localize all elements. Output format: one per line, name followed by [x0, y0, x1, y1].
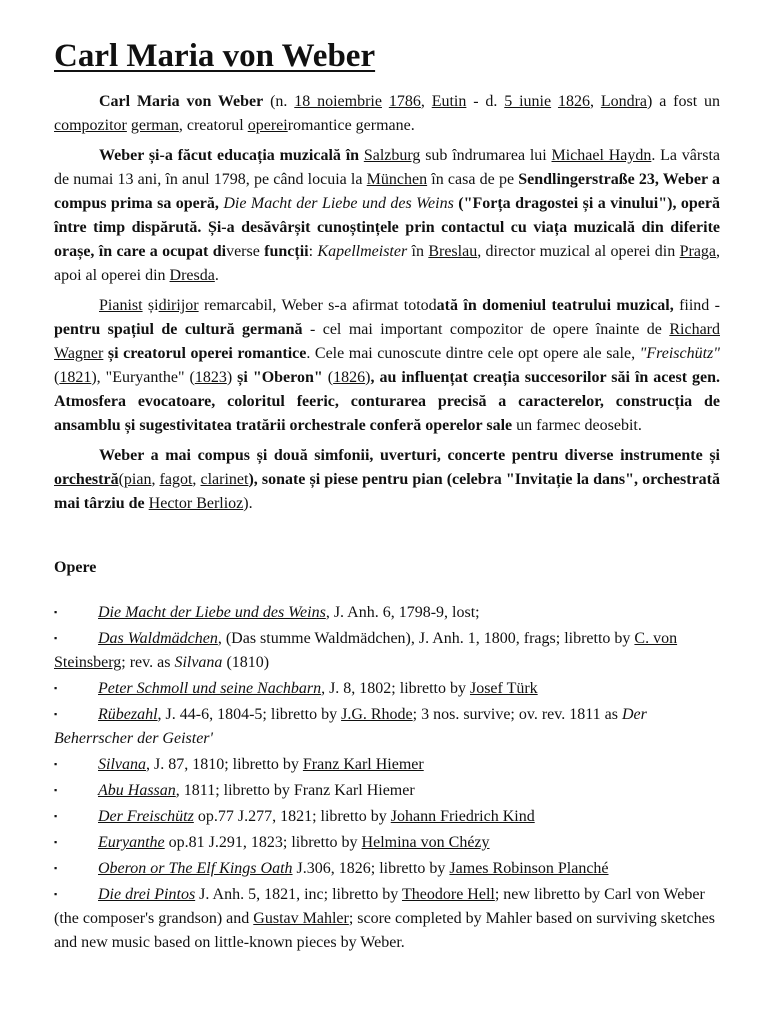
librettist-link[interactable]: James Robinson Planché	[449, 860, 609, 877]
list-item	[54, 626, 720, 675]
work-title-link[interactable]: Oberon or The Elf Kings Oath	[98, 860, 293, 877]
list-item	[54, 882, 720, 955]
librettist-link[interactable]: Franz Karl Hiemer	[302, 756, 424, 773]
text: și	[142, 297, 159, 314]
link-1823[interactable]: 1823	[194, 369, 227, 386]
bullet-icon: ▪	[54, 607, 58, 617]
text: fiind -	[673, 297, 721, 314]
text: ; new libretto by Carl von Weber (the composer's grandson) and	[54, 886, 705, 927]
text: )	[226, 369, 238, 386]
text: J.306, 1826; libretto by	[292, 860, 450, 877]
link-pianist[interactable]: Pianist	[99, 297, 143, 314]
bold-text: și creatorul operei romantice	[103, 345, 307, 362]
text: remarcabil, Weber s-a afirmat totod	[198, 297, 437, 314]
text: ), "Euryanthe" (	[91, 369, 195, 386]
text: ; score completed by Mahler based on surviving sketches and new music based on little-known pieces by Weber.	[54, 910, 715, 951]
work-title-link[interactable]: Die drei Pintos	[98, 886, 196, 903]
text: (n.	[263, 93, 295, 110]
link-clarinet[interactable]: clarinet	[200, 471, 249, 488]
librettist-link[interactable]: Theodore Hell	[401, 886, 495, 903]
librettist-link[interactable]: Gustav Mahler	[253, 910, 349, 927]
bold-text: Sendlingerstraße 23, Weber a compus prima sa operă,	[54, 171, 721, 212]
text: . La vârsta de numai 13 ani, în anul 1798, pe când locuia la	[54, 147, 720, 188]
text: , J. Anh. 6, 1798-9, lost;	[325, 604, 480, 621]
link-death-day[interactable]: 5 iunie	[504, 93, 552, 110]
link-1826[interactable]: 1826	[333, 369, 366, 386]
bold-text: ), sonate și piese pentru pian (celebra "Invitație la dans", orchestrată mai târziu de	[54, 471, 721, 512]
work-title-link[interactable]: Abu Hassan	[98, 782, 176, 799]
text: , J. 87, 1810; libretto by	[146, 756, 303, 773]
bullet-icon: ▪	[54, 785, 58, 795]
text: în casa de pe	[427, 171, 519, 188]
work-title-link[interactable]: Peter Schmoll und seine Nachbarn	[98, 680, 322, 697]
link-londra[interactable]: Londra	[600, 93, 648, 110]
link-german[interactable]: german	[130, 117, 179, 134]
bold-text: Weber și-a făcut educația muzicală în	[99, 147, 364, 164]
text: ,	[151, 471, 160, 488]
bold-text: pentru spațiul de cultură germană	[54, 321, 303, 338]
italic-text: Der Beherrscher der Geister'	[54, 706, 647, 747]
work-title-link[interactable]: Euryanthe	[98, 834, 165, 851]
link-praga[interactable]: Praga	[679, 243, 717, 260]
text: un farmec deosebit.	[512, 417, 642, 434]
text: romantice germane.	[287, 117, 415, 134]
link-richard-wagner[interactable]: Richard Wagner	[54, 321, 720, 362]
text: (	[118, 471, 124, 488]
page-title: Carl Maria von Weber	[54, 38, 376, 74]
librettist-link[interactable]: C. von Steinsberg	[54, 630, 678, 671]
bold-text: Weber a mai compus și două simfonii, uverturi, concerte pentru diverse instrumente și	[99, 447, 720, 464]
work-title-link[interactable]: Silvana	[98, 756, 146, 773]
work-title-link[interactable]: Rübezahl	[98, 706, 158, 723]
text: , J. 44-6, 1804-5; libretto by	[157, 706, 342, 723]
career-paragraph	[54, 294, 720, 438]
text: - d.	[466, 93, 505, 110]
bullet-icon: ▪	[54, 837, 58, 847]
link-orchestra[interactable]: orchestră	[54, 471, 119, 488]
text: , creatorul	[178, 117, 248, 134]
list-item	[54, 752, 720, 777]
text: (	[54, 369, 60, 386]
list-item	[54, 804, 720, 829]
link-death-year[interactable]: 1826	[557, 93, 590, 110]
intro-paragraph: Carl Maria von Weber (n. 18 noiembrie 1786, Eutin - d. 5 iunie 1826, Londra) a fost un compozitor german, creatorul opereiromantice germane.	[54, 93, 721, 134]
work-title-link[interactable]: Der Freischütz	[98, 808, 194, 825]
bullet-icon: ▪	[54, 889, 58, 899]
list-item	[54, 676, 720, 701]
link-munchen[interactable]: München	[366, 171, 428, 188]
text: .	[214, 267, 219, 284]
link-eutin[interactable]: Eutin	[431, 93, 467, 110]
text: . Cele mai cunoscute dintre cele opt opere ale sale,	[306, 345, 640, 362]
bold-text: ată în domeniul teatrului muzical,	[436, 297, 674, 314]
text: verse	[226, 243, 265, 260]
bullet-icon: ▪	[54, 811, 58, 821]
text: în	[407, 243, 429, 260]
link-operei[interactable]: operei	[247, 117, 288, 134]
opera-title: Die Macht der Liebe und des Weins	[223, 195, 454, 212]
text: sub îndrumarea lui	[420, 147, 552, 164]
text: , J. 8, 1802; libretto by	[321, 680, 470, 697]
librettist-link[interactable]: Helmina von Chézy	[361, 834, 490, 851]
link-dirijor[interactable]: dirijor	[158, 297, 199, 314]
link-fagot[interactable]: fagot	[159, 471, 193, 488]
text: , director muzical al operei din	[477, 243, 680, 260]
link-hector-berlioz[interactable]: Hector Berlioz	[148, 495, 244, 512]
work-title-link[interactable]: Die Macht der Liebe und des Weins	[98, 604, 326, 621]
bullet-icon: ▪	[54, 633, 58, 643]
text: , 1811; libretto by Franz Karl Hiemer	[175, 782, 415, 799]
list-item	[54, 600, 720, 625]
link-salzburg[interactable]: Salzburg	[363, 147, 421, 164]
list-item	[54, 778, 720, 803]
text: (	[322, 369, 334, 386]
opere-heading: Opere	[54, 559, 97, 576]
kapellmeister-text: Kapellmeister	[317, 243, 408, 260]
link-birth-year[interactable]: 1786	[388, 93, 421, 110]
link-michael-haydn[interactable]: Michael Haydn	[551, 147, 652, 164]
list-item	[54, 830, 720, 855]
text: )	[365, 369, 371, 386]
freischutz-text: "Freischütz"	[639, 345, 720, 362]
text: op.81 J.291, 1823; libretto by	[164, 834, 362, 851]
italic-text: Silvana	[174, 654, 223, 671]
compositions-paragraph	[54, 444, 720, 516]
bullet-icon: ▪	[54, 759, 58, 769]
link-1821[interactable]: 1821	[59, 369, 92, 386]
text: ,	[192, 471, 201, 488]
works-list	[54, 600, 720, 955]
librettist-link[interactable]: J.G. Rhode	[341, 706, 413, 723]
bullet-icon: ▪	[54, 709, 58, 719]
bold-text: funcții	[264, 243, 309, 260]
text: - cel mai important compozitor de opere înainte de	[302, 321, 670, 338]
text: J. Anh. 5, 1821, inc; libretto by	[195, 886, 402, 903]
bullet-icon: ▪	[54, 683, 58, 693]
link-birth-day[interactable]: 18 noiembrie	[294, 93, 382, 110]
list-item	[54, 856, 720, 881]
text: :	[308, 243, 318, 260]
subject-name: Carl Maria von Weber	[99, 93, 264, 110]
bold-text: ("Forța dragostei și a vinului"), operă între timp dispărută. Și-a desăvârșit cunoștințele prin contactul cu viața muzicală din diferite orașe, în care a ocupat di	[54, 195, 721, 260]
link-dresda[interactable]: Dresda	[169, 267, 215, 284]
text: ; 3 nos. survive; ov. rev. 1811 as	[412, 706, 622, 723]
link-pian[interactable]: pian	[123, 471, 152, 488]
librettist-link[interactable]: Josef Türk	[469, 680, 538, 697]
link-breslau[interactable]: Breslau	[428, 243, 478, 260]
link-compozitor[interactable]: compozitor	[54, 117, 127, 134]
text: op.77 J.277, 1821; libretto by	[193, 808, 391, 825]
bold-text: și "Oberon"	[237, 369, 323, 386]
education-paragraph	[54, 144, 720, 288]
text: , apoi al operei din	[54, 243, 721, 284]
text: (1810)	[222, 654, 270, 671]
bold-text: , au influențat creația succesorilor săi în acest gen. Atmosfera evocatoare, coloritul feeric, conturarea precisă a caracterelor, construcția de ansamblu și sugestivitatea tratării orchestrale conferă operelor sale	[54, 369, 721, 434]
list-item	[54, 702, 720, 751]
text: , (Das stumme Waldmädchen), J. Anh. 1, 1800, frags; libretto by	[217, 630, 635, 647]
librettist-link[interactable]: Johann Friedrich Kind	[390, 808, 535, 825]
text: ) a fost un	[647, 93, 721, 110]
work-title-link[interactable]: Das Waldmädchen	[98, 630, 218, 647]
text: ; rev. as	[121, 654, 175, 671]
text: ).	[243, 495, 253, 512]
bullet-icon: ▪	[54, 863, 58, 873]
